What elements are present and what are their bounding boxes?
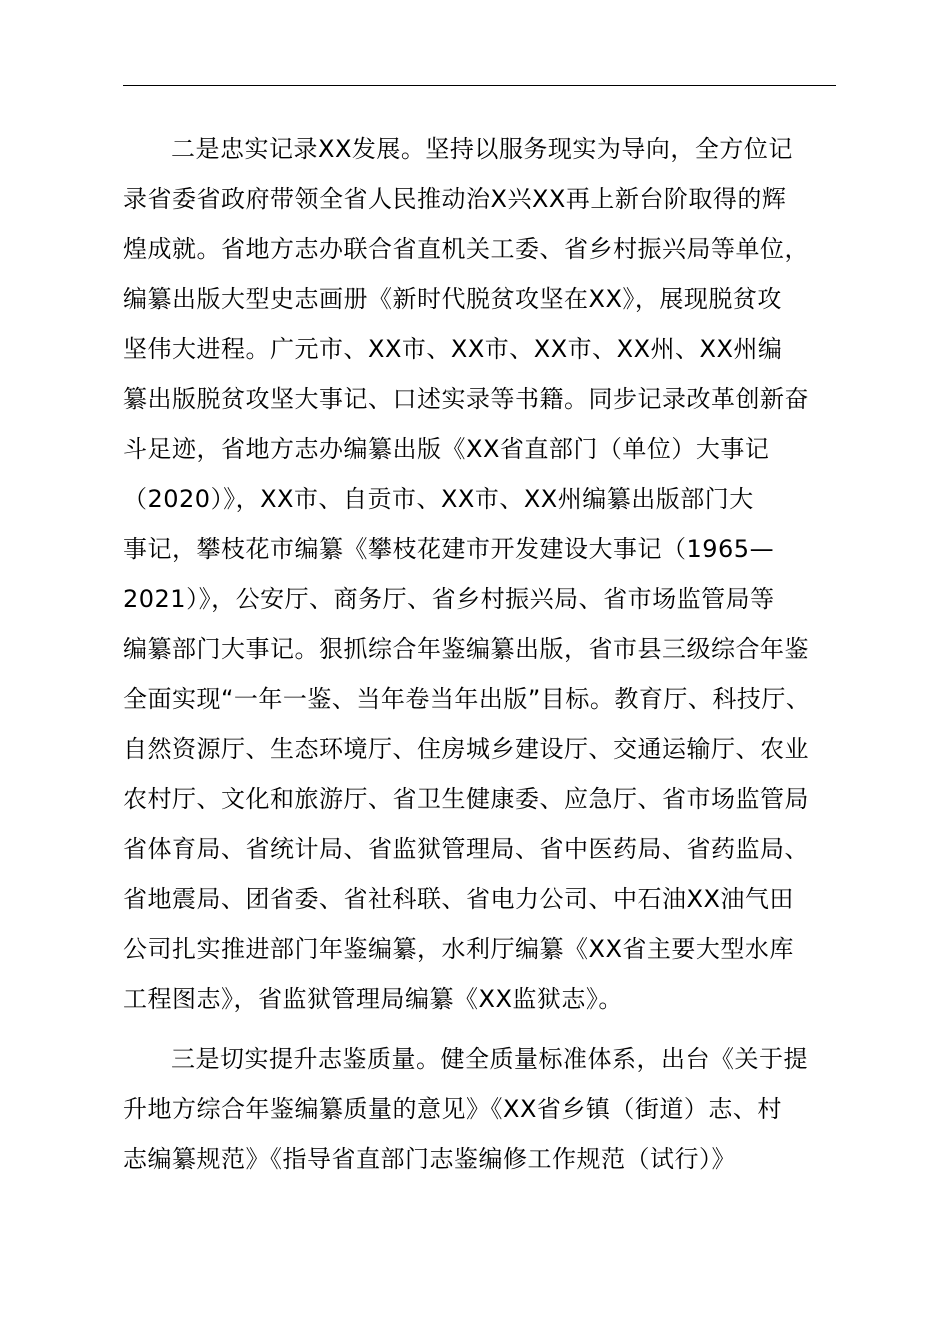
text-line: 三是切实提升志鉴质量。健全质量标准体系，出台《关于提 bbox=[171, 1045, 808, 1073]
text-line: 全面实现“一年一鉴、当年卷当年出版”目标。教育厅、科技厅、 bbox=[123, 685, 811, 713]
text-line: 省体育局、省统计局、省监狱管理局、省中医药局、省药监局、 bbox=[123, 835, 809, 863]
text-line: 编纂部门大事记。狠抓综合年鉴编纂出版，省市县三级综合年鉴 bbox=[123, 635, 809, 663]
text-line: 煌成就。省地方志办联合省直机关工委、省乡村振兴局等单位， bbox=[123, 235, 809, 263]
header-rule bbox=[123, 85, 836, 86]
text-line: 自然资源厅、生态环境厅、住房城乡建设厅、交通运输厅、农业 bbox=[123, 735, 809, 763]
text-line: 二是忠实记录XX发展。坚持以服务现实为导向，全方位记 bbox=[171, 135, 793, 163]
text-line: 编纂出版大型史志画册《新时代脱贫攻坚在XX》，展现脱贫攻 bbox=[123, 285, 782, 313]
text-line: 纂出版脱贫攻坚大事记、口述实录等书籍。同步记录改革创新奋 bbox=[123, 385, 809, 413]
paragraph-improve-quality bbox=[123, 1034, 837, 1184]
text-line: 事记，攀枝花市编纂《攀枝花建市开发建设大事记（1965— bbox=[123, 535, 775, 563]
text-line: 志编纂规范》《指导省直部门志鉴编修工作规范（试行）》 bbox=[123, 1145, 736, 1173]
text-line: 斗足迹，省地方志办编纂出版《XX省直部门（单位）大事记 bbox=[123, 435, 770, 463]
text-line: 坚伟大进程。广元市、XX市、XX市、XX市、XX州、XX州编 bbox=[123, 335, 783, 363]
text-line: 2021）》，公安厅、商务厅、省乡村振兴局、省市场监管局等 bbox=[123, 585, 775, 613]
text-line: 农村厅、文化和旅游厅、省卫生健康委、应急厅、省市场监管局 bbox=[123, 785, 809, 813]
text-line: 升地方综合年鉴编纂质量的意见》《XX省乡镇（街道）志、村 bbox=[123, 1095, 782, 1123]
text-line: 工程图志》，省监狱管理局编纂《XX监狱志》。 bbox=[123, 985, 623, 1013]
text-line: （2020）》，XX市、自贡市、XX市、XX州编纂出版部门大 bbox=[123, 485, 754, 513]
text-line: 录省委省政府带领全省人民推动治X兴XX再上新台阶取得的辉 bbox=[123, 185, 787, 213]
text-line: 省地震局、团省委、省社科联、省电力公司、中石油XX油气田 bbox=[123, 885, 794, 913]
text-line: 公司扎实推进部门年鉴编纂，水利厅编纂《XX省主要大型水库 bbox=[123, 935, 794, 963]
paragraph-record-development bbox=[123, 124, 837, 1024]
